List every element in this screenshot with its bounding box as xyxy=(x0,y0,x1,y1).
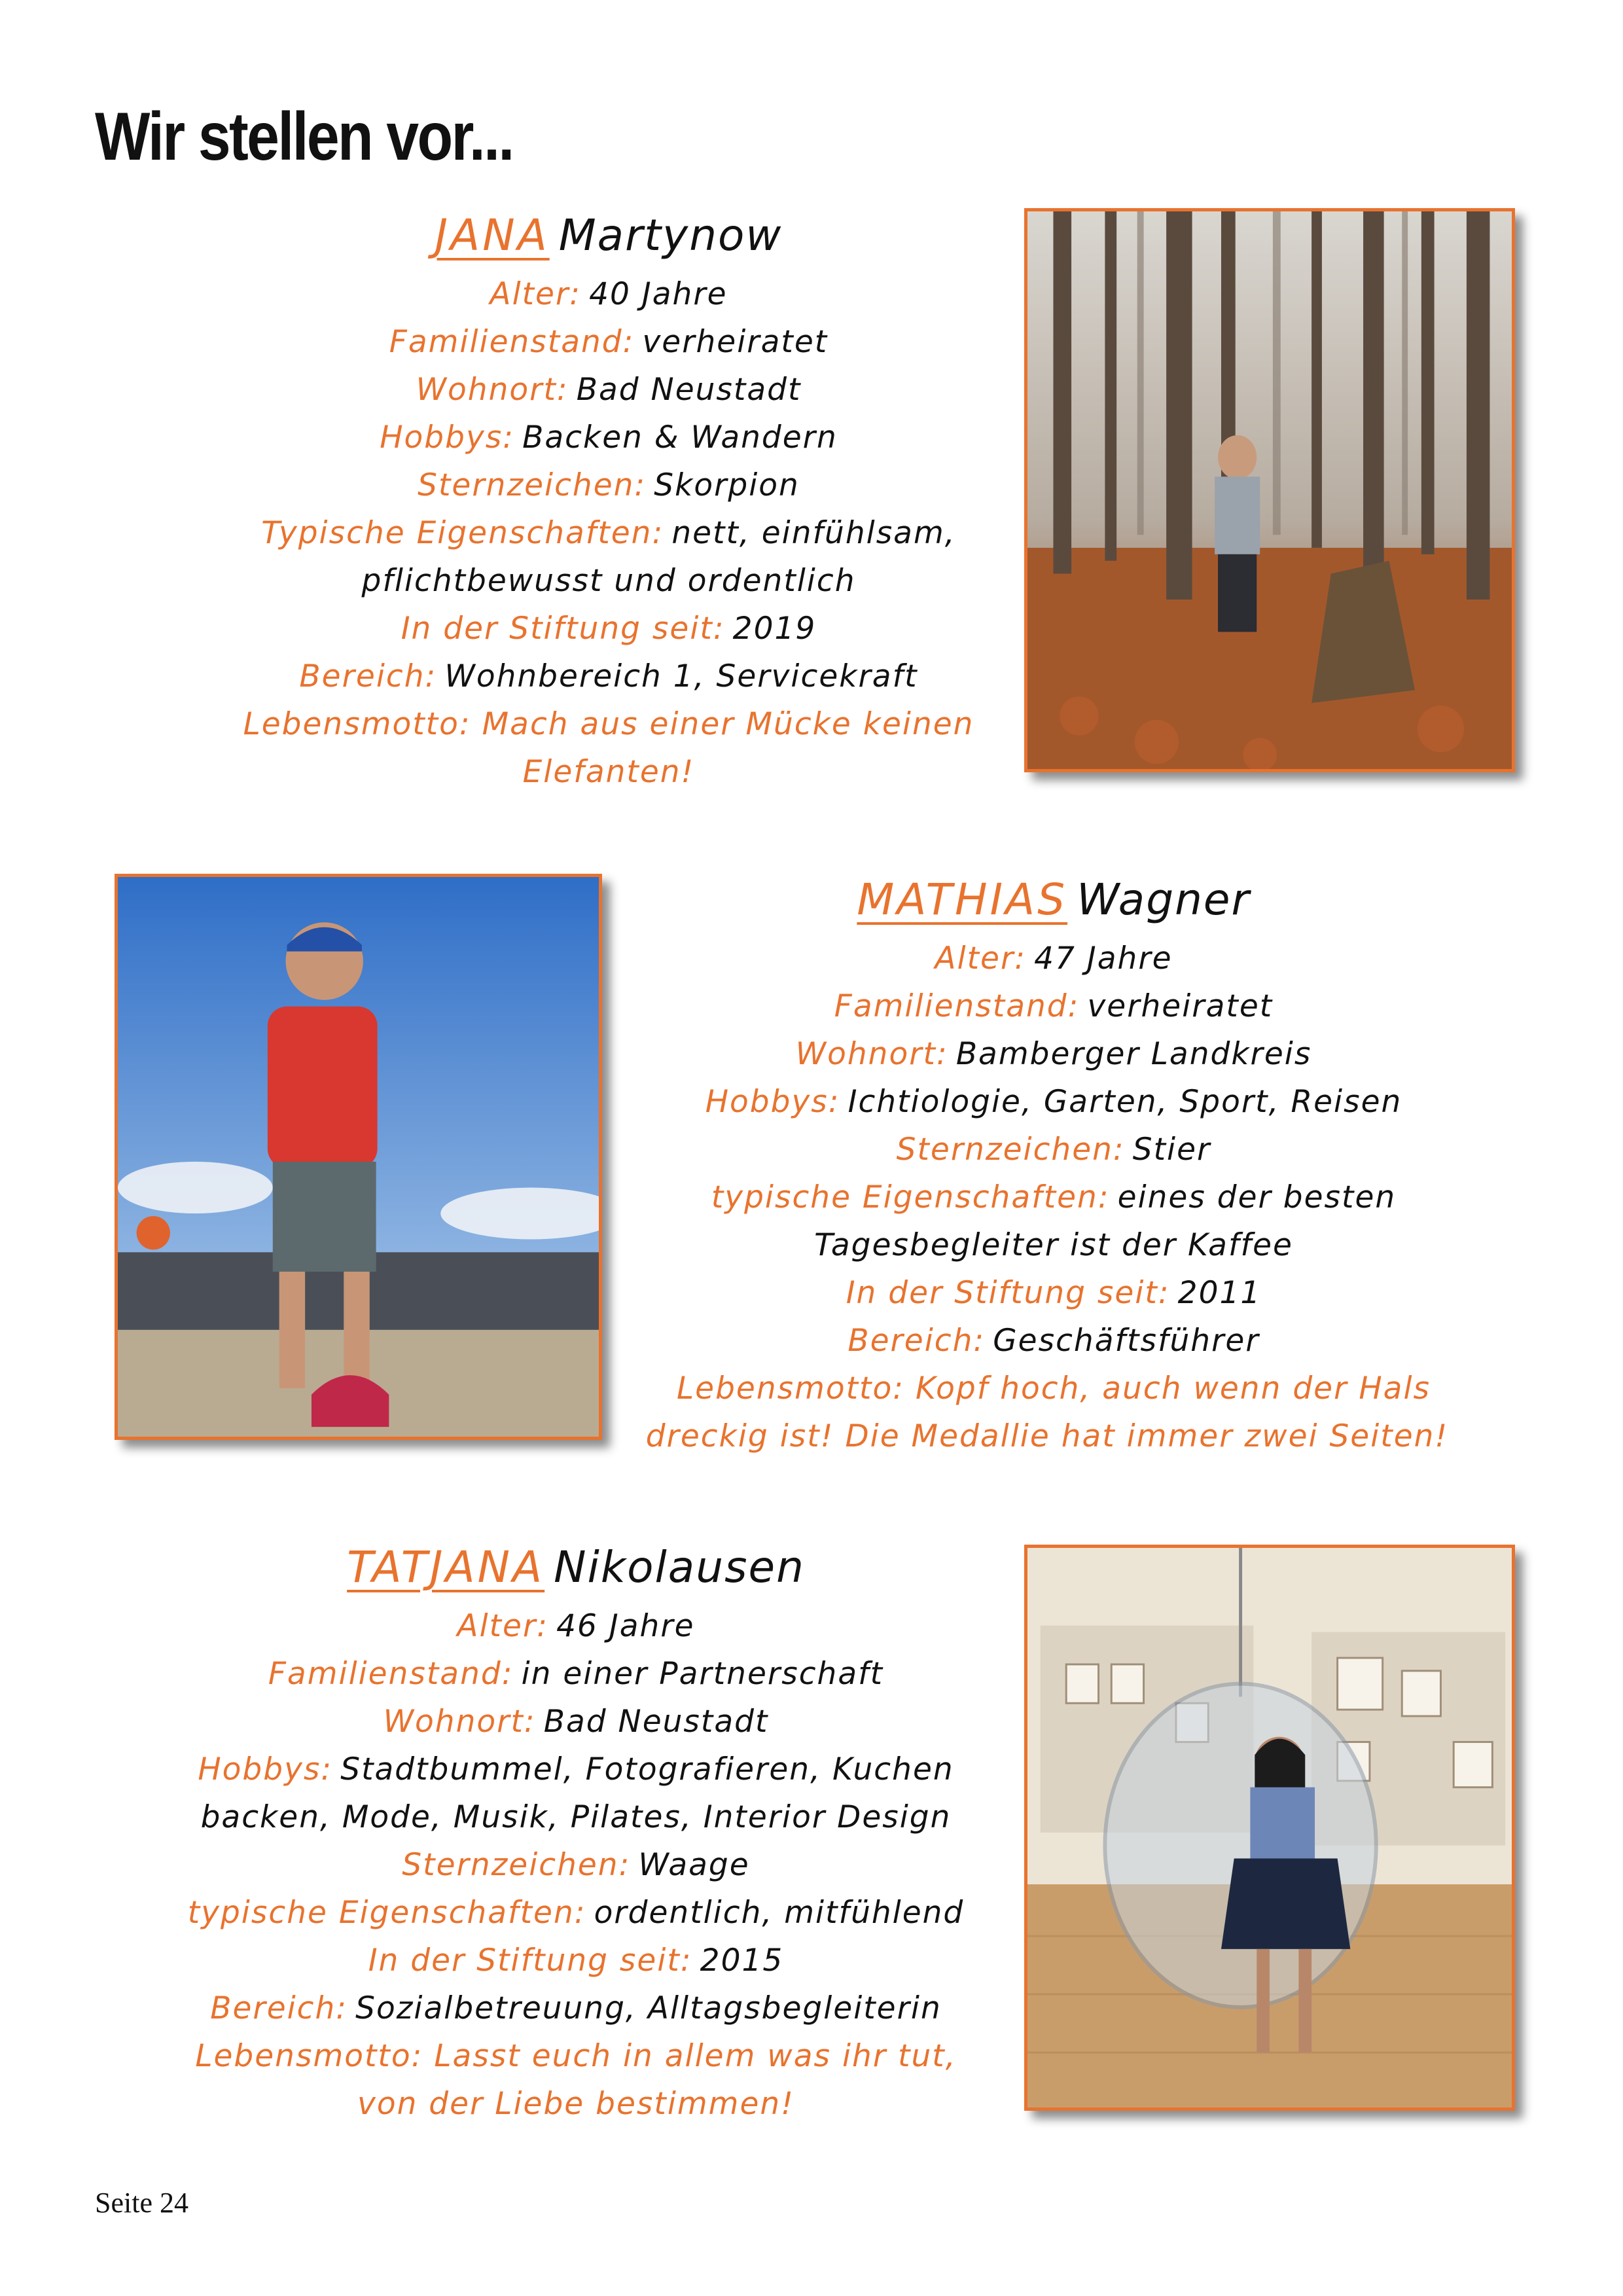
familienstand-row xyxy=(183,318,1034,366)
eigenschaften-row-2 xyxy=(183,557,1034,605)
profile-tatjana xyxy=(144,1538,1008,2128)
eigenschaften-label: Typische Eigenschaften: xyxy=(261,515,664,551)
bereich-label: Bereich: xyxy=(299,658,437,694)
hobbys-label: Hobbys: xyxy=(198,1751,333,1787)
stiftung-label: In der Stiftung seit: xyxy=(846,1275,1170,1311)
photo-mathias-paraglider xyxy=(115,874,602,1440)
alter-value: 40 Jahre xyxy=(589,276,728,312)
alter-row xyxy=(602,935,1505,982)
familienstand-value: verheiratet xyxy=(1087,988,1274,1024)
familienstand-label: Familienstand: xyxy=(268,1656,514,1692)
stiftung-label: In der Stiftung seit: xyxy=(401,611,725,647)
hobbys-row xyxy=(144,1746,1008,1793)
sternzeichen-value: Stier xyxy=(1132,1132,1211,1168)
eigenschaften-value-2: Tagesbegleiter ist der Kaffee xyxy=(814,1227,1293,1263)
sternzeichen-row xyxy=(602,1126,1505,1174)
alter-label: Alter: xyxy=(935,941,1027,977)
eigenschaften-label: typische Eigenschaften: xyxy=(187,1895,586,1931)
bereich-value: Sozialbetreuung, Alltagsbegleiterin xyxy=(355,1990,942,2026)
sternzeichen-row xyxy=(183,461,1034,509)
hobbys-value-2: backen, Mode, Musik, Pilates, Interior Design xyxy=(200,1799,952,1835)
first-name: JANA xyxy=(435,210,550,260)
bereich-label: Bereich: xyxy=(210,1990,348,2026)
stiftung-value: 2015 xyxy=(700,1943,784,1979)
first-name: MATHIAS xyxy=(857,874,1068,925)
lebensmotto-2: von der Liebe bestimmen! xyxy=(357,2086,794,2122)
profile-name xyxy=(602,870,1505,929)
photo-tatjana-bubble-chair xyxy=(1024,1545,1515,2111)
sternzeichen-value: Waage xyxy=(638,1847,750,1883)
lebensmotto: Lebensmotto: Lasst euch in allem was ihr tut, xyxy=(195,2038,957,2074)
stiftung-label: In der Stiftung seit: xyxy=(368,1943,692,1979)
profile-mathias xyxy=(602,870,1505,1460)
familienstand-label: Familienstand: xyxy=(834,988,1080,1024)
forest-image xyxy=(1027,211,1512,769)
hobbys-value: Ichtiologie, Garten, Sport, Reisen xyxy=(847,1084,1402,1120)
eigenschaften-row xyxy=(144,1889,1008,1937)
first-name: TATJANA xyxy=(347,1542,545,1592)
bereich-row xyxy=(183,653,1034,700)
hobbys-label: Hobbys: xyxy=(380,420,515,456)
stiftung-row xyxy=(144,1937,1008,1984)
eigenschaften-value: nett, einfühlsam, xyxy=(671,515,956,551)
bereich-row xyxy=(144,1984,1008,2032)
familienstand-row xyxy=(602,982,1505,1030)
sternzeichen-label: Sternzeichen: xyxy=(418,467,647,503)
bubble-chair-image xyxy=(1027,1548,1512,2108)
last-name: Martynow xyxy=(558,210,783,260)
stiftung-value: 2019 xyxy=(732,611,817,647)
alter-row xyxy=(183,270,1034,318)
stiftung-row xyxy=(183,605,1034,653)
hobbys-label: Hobbys: xyxy=(705,1084,840,1120)
eigenschaften-value: ordentlich, mitfühlend xyxy=(594,1895,965,1931)
familienstand-value: in einer Partnerschaft xyxy=(521,1656,884,1692)
eigenschaften-row xyxy=(602,1174,1505,1221)
page-number: Seite 24 xyxy=(95,2187,188,2219)
page-title: Wir stellen vor... xyxy=(95,99,513,175)
profile-name xyxy=(144,1538,1008,1597)
alter-value: 46 Jahre xyxy=(556,1608,695,1644)
lebensmotto: Lebensmotto: Kopf hoch, auch wenn der Hals xyxy=(676,1371,1431,1407)
photo-jana-forest xyxy=(1024,208,1515,772)
bereich-value: Wohnbereich 1, Servicekraft xyxy=(444,658,918,694)
wohnort-value: Bad Neustadt xyxy=(543,1704,769,1740)
wohnort-label: Wohnort: xyxy=(795,1036,948,1072)
familienstand-value: verheiratet xyxy=(642,324,829,360)
bereich-row xyxy=(602,1317,1505,1365)
stiftung-row xyxy=(602,1269,1505,1317)
eigenschaften-label: typische Eigenschaften: xyxy=(711,1179,1110,1215)
sternzeichen-label: Sternzeichen: xyxy=(896,1132,1125,1168)
hobbys-value: Stadtbummel, Fotografieren, Kuchen xyxy=(340,1751,954,1787)
eigenschaften-row xyxy=(183,509,1034,557)
lebensmotto-2: Elefanten! xyxy=(522,754,695,790)
sternzeichen-label: Sternzeichen: xyxy=(402,1847,631,1883)
wohnort-label: Wohnort: xyxy=(383,1704,536,1740)
alter-value: 47 Jahre xyxy=(1034,941,1173,977)
hobbys-row-2 xyxy=(144,1793,1008,1841)
last-name: Wagner xyxy=(1077,874,1251,925)
wohnort-label: Wohnort: xyxy=(416,372,569,408)
alter-label: Alter: xyxy=(457,1608,549,1644)
lebensmotto-2: dreckig ist! Die Medallie hat immer zwei Seiten! xyxy=(645,1418,1449,1454)
familienstand-row xyxy=(144,1650,1008,1698)
sternzeichen-row xyxy=(144,1841,1008,1889)
sternzeichen-value: Skorpion xyxy=(654,467,800,503)
paraglider-image xyxy=(118,877,599,1437)
profile-jana xyxy=(183,206,1034,796)
eigenschaften-value-2: pflichtbewusst und ordentlich xyxy=(361,563,856,599)
wohnort-row xyxy=(183,366,1034,414)
lebensmotto: Lebensmotto: Mach aus einer Mücke keinen xyxy=(243,706,974,742)
wohnort-row xyxy=(602,1030,1505,1078)
wohnort-row xyxy=(144,1698,1008,1746)
familienstand-label: Familienstand: xyxy=(389,324,635,360)
bereich-label: Bereich: xyxy=(847,1323,986,1359)
wohnort-value: Bad Neustadt xyxy=(576,372,802,408)
bereich-value: Geschäftsführer xyxy=(993,1323,1260,1359)
eigenschaften-row-2 xyxy=(602,1221,1505,1269)
alter-row xyxy=(144,1602,1008,1650)
profile-name xyxy=(183,206,1034,265)
hobbys-row xyxy=(602,1078,1505,1126)
hobbys-value: Backen & Wandern xyxy=(522,420,838,456)
eigenschaften-value: eines der besten xyxy=(1117,1179,1397,1215)
last-name: Nikolausen xyxy=(554,1542,805,1592)
alter-label: Alter: xyxy=(490,276,582,312)
wohnort-value: Bamberger Landkreis xyxy=(955,1036,1312,1072)
stiftung-value: 2011 xyxy=(1177,1275,1262,1311)
hobbys-row xyxy=(183,414,1034,461)
